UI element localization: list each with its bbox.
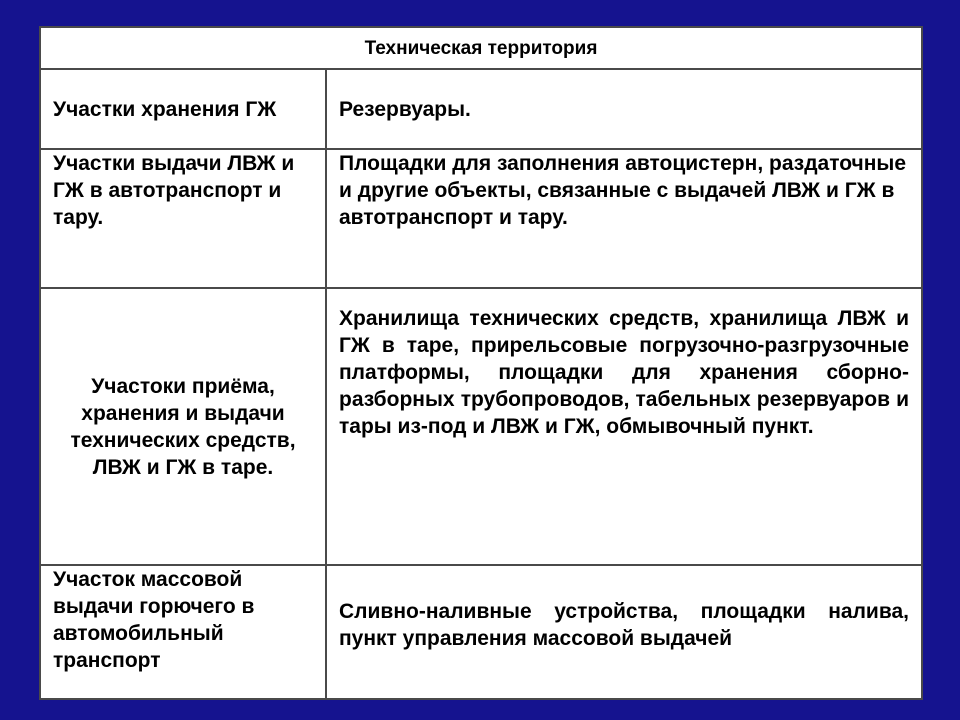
territory-table <box>39 26 923 700</box>
zone-cell: Участки хранения ГЖ <box>40 69 326 149</box>
zone-cell: Участоки приёма, хранения и выдачи технических средств, ЛВЖ и ГЖ в таре. <box>40 288 326 565</box>
table-row <box>40 288 922 565</box>
table-title: Техническая территория <box>40 27 922 69</box>
facilities-cell: Резервуары. <box>326 69 922 149</box>
facilities-cell: Площадки для заполнения автоцистерн, раздаточные и другие объекты, связанные с выдачей ЛВЖ и ГЖ в автотранспорт и тару. <box>326 149 922 288</box>
zone-cell: Участок массовой выдачи горючего в автомобильный транспорт <box>40 565 326 699</box>
facilities-cell: Хранилища технических средств, хранилища ЛВЖ и ГЖ в таре, прирельсовые погрузочно-разгрузочные платформы, площадки для хранения сборно-разборных трубопроводов, табельных резервуаров и тары из-под и ЛВЖ и ГЖ, обмывочный пункт. <box>326 288 922 565</box>
facilities-cell: Сливно-наливные устройства, площадки налива, пункт управления массовой выдачей <box>326 565 922 699</box>
table-row <box>40 149 922 288</box>
table-header-row <box>40 27 922 69</box>
zone-cell: Участки выдачи ЛВЖ и ГЖ в автотранспорт и тару. <box>40 149 326 288</box>
table-row <box>40 565 922 699</box>
table-row <box>40 69 922 149</box>
